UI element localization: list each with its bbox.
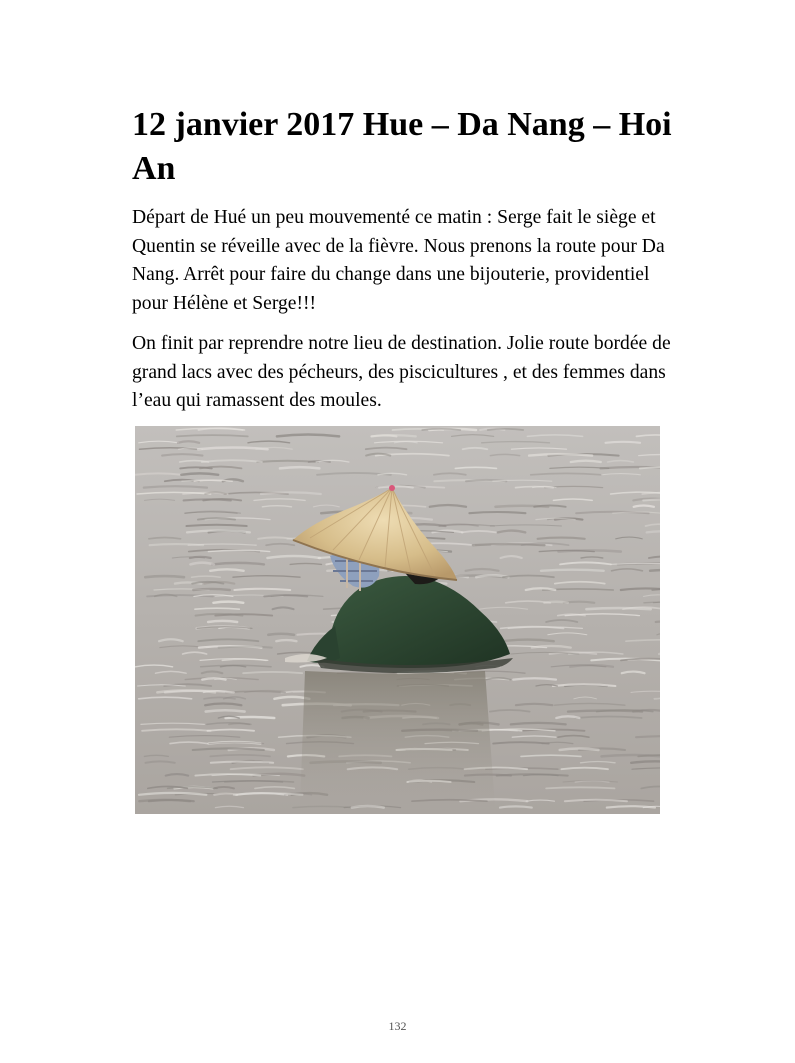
ripple — [643, 499, 660, 500]
ripple — [145, 576, 184, 577]
ripple — [213, 602, 243, 603]
page-title: 12 janvier 2017 Hue – Da Nang – Hoi An — [132, 106, 672, 187]
ripple — [219, 647, 272, 648]
ripple — [150, 544, 203, 545]
ripple — [500, 806, 532, 807]
ripple — [181, 473, 218, 474]
body-paragraph: On finit par reprendre notre lieu de destination. Jolie route bordée de grand lacs avec des pécheurs, des piscicultures , et des femmes dans l’eau qui ramassent des moules. — [132, 333, 671, 411]
page-number: 132 — [388, 1019, 407, 1033]
ripple — [571, 461, 601, 462]
ripple — [636, 736, 660, 737]
body-paragraph: Départ de Hué un peu mouvementé ce matin : Serge fait le siège et Quentin se réveille avec de la fièvre. Nous prenons la route pour Da Nang. Arrêt pour faire du change dans une bijouterie, providentiel pour Hélène et Serge!!! — [132, 207, 665, 314]
ripple — [276, 640, 296, 641]
ripple — [647, 531, 660, 532]
ripple — [280, 467, 319, 468]
ripple — [372, 435, 416, 436]
ripple — [606, 442, 641, 443]
ripple — [650, 570, 660, 571]
ripple — [541, 570, 604, 571]
ripple — [190, 557, 211, 558]
ripple — [495, 506, 548, 507]
ripple — [229, 723, 249, 724]
ripple — [469, 512, 525, 513]
ripple — [659, 653, 660, 654]
ripple — [206, 710, 245, 711]
ripple — [634, 505, 654, 506]
ripple — [139, 800, 190, 801]
ripple — [586, 608, 650, 609]
ripple — [193, 589, 230, 590]
ripple — [208, 621, 237, 622]
photo-woman-in-water — [135, 426, 660, 814]
water-reflection — [300, 671, 495, 810]
ripple — [268, 634, 293, 635]
ripple — [568, 711, 642, 712]
